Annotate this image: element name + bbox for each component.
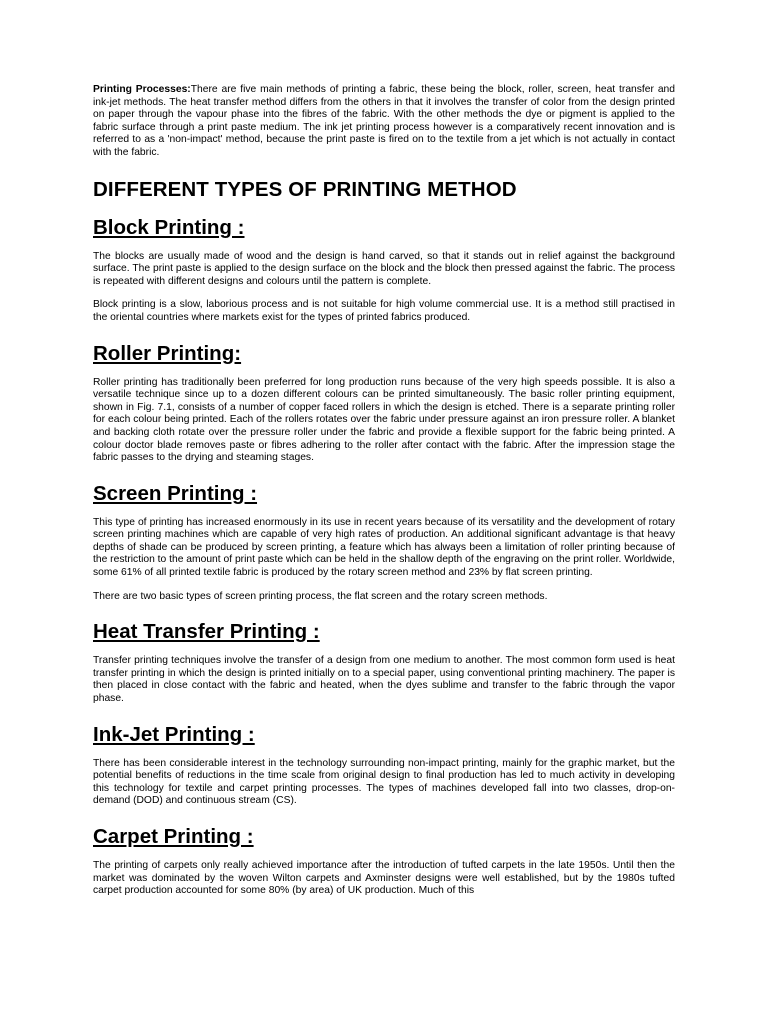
heat-transfer-printing-paragraph-1: Transfer printing techniques involve the transfer of a design from one medium to another. The most common form used is heat transfer printing in which the design is printed initially on to a special paper, using conventional printing machinery. The paper is then placed in close contact with the fabric and heated, when the dyes sublime and transfer to the fabric through the vapor phase.: [93, 655, 675, 705]
section-heading-heat-transfer-printing: Heat Transfer Printing :: [93, 620, 320, 644]
intro-paragraph: [93, 84, 675, 160]
section-heading-block-printing: Block Printing :: [93, 215, 245, 239]
screen-printing-paragraph-2: There are two basic types of screen printing process, the flat screen and the rotary screen methods.: [93, 590, 548, 602]
screen-printing-paragraph-1: This type of printing has increased enormously in its use in recent years because of its versatility and the development of rotary screen printing machines which are capable of very high rates of production. An additional significant advantage is that heavy depths of shade can be produced by screen printing, a feature which has always been a limitation of roller printing because of the restriction to the amount of print paste which can be held in the shallow depth of the engraving on the print roller. Worldwide, some 61% of all printed textile fabric is produced by the rotary screen method and 23% by flat screen printing.: [93, 516, 675, 579]
intro-text: There are five main methods of printing a fabric, these being the block, roller, screen, heat transfer and ink-jet methods. The heat transfer method differs from the others in that it involves the transfer of color from the design printed on paper through the vapour phase into the fibres of the fabric. With the other methods the dye or pigment is applied to the fabric surface through a print paste medium. The ink jet printing process however is a comparatively recent innovation and is referred to as a 'non-impact' method, because the print paste is fired on to the textile from a jet which is not actually in contact with the fabric.: [93, 84, 676, 158]
section-heading-screen-printing: Screen Printing :: [93, 481, 258, 505]
intro-label: Printing Processes:: [93, 84, 191, 95]
section-heading-carpet-printing: Carpet Printing :: [93, 825, 254, 848]
section-heading-roller-printing: Roller Printing:: [93, 341, 242, 365]
ink-jet-printing-paragraph-1: There has been considerable interest in the technology surrounding non-impact printing, mainly for the graphic market, but the potential benefits of reductions in the time scale from original design to final production has led to much activity in developing this technology for textile and carpet printing processes. The types of machines developed fall into two classes, drop-on-demand (DOD) and continuous stream (CS).: [93, 757, 675, 807]
section-heading-ink-jet-printing: Ink-Jet Printing :: [93, 722, 255, 746]
roller-printing-paragraph-1: Roller printing has traditionally been preferred for long production runs because of the very high speeds possible. It is also a versatile technique since up to a dozen different colours can be printed simultaneously. The basic roller printing equipment, shown in Fig. 7.1, consists of a number of copper faced rollers in which the design is etched. There is a separate printing roller for each colour being printed. Each of the rollers rotates over the fabric under pressure against an iron pressure roller. A blanket and backing cloth rotate over the pressure roller under the fabric and provide a flexible support for the fabric being printed. A colour doctor blade removes paste or fibres adhering to the roller after contact with the fabric. After the impression stage the fabric passes to the drying and steaming stages.: [93, 376, 675, 464]
main-heading: DIFFERENT TYPES OF PRINTING METHOD: [93, 177, 517, 201]
document-page: [93, 84, 675, 898]
block-printing-paragraph-2: Block printing is a slow, laborious process and is not suitable for high volume commercial use. It is a method still practised in the oriental countries where markets exist for the types of printed fabrics produced.: [93, 299, 675, 323]
block-printing-paragraph-1: The blocks are usually made of wood and the design is hand carved, so that it stands out in relief against the background surface. The print paste is applied to the design surface on the block and the block then pressed against the fabric. The process is repeated with different designs and colours until the pattern is complete.: [93, 250, 675, 287]
carpet-printing-paragraph-1: The printing of carpets only really achieved importance after the introduction of tufted carpets in the late 1950s. Until then the market was dominated by the woven Wilton carpets and Axminster designs were well established, but by the 1980s tufted carpet production accounted for some 80% (by area) of UK production. Much of this: [93, 860, 675, 897]
